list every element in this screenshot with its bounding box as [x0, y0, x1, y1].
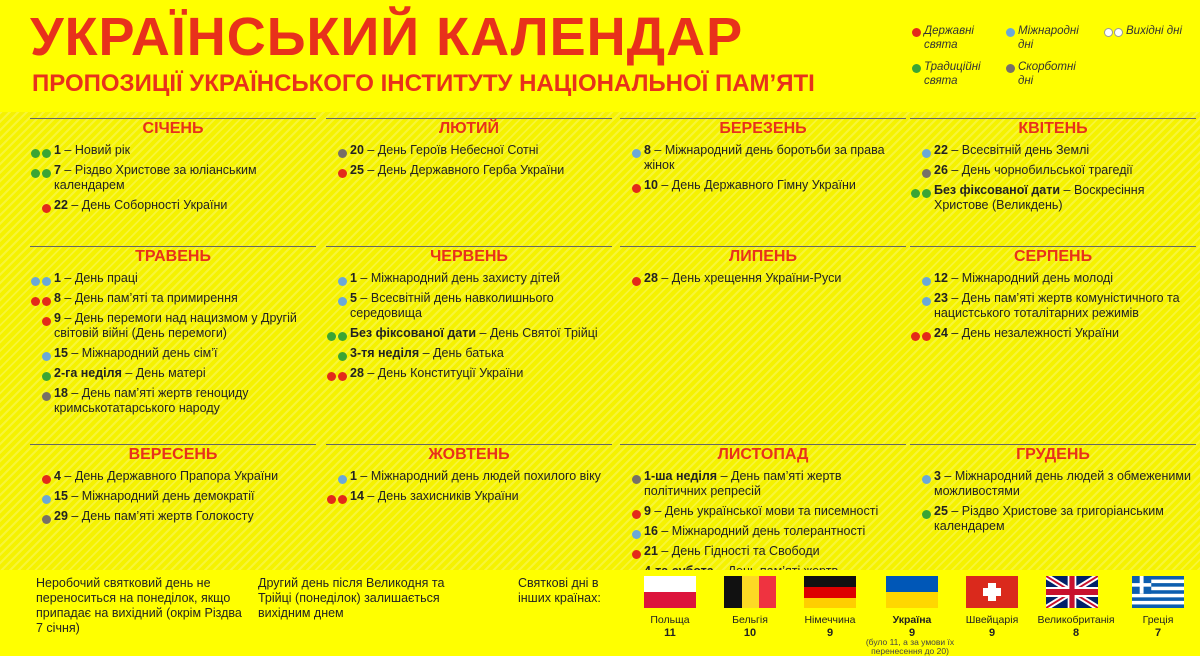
- green-dot-icon: [911, 189, 920, 198]
- legend-dots: [1104, 26, 1124, 40]
- event-date: 16: [644, 524, 658, 538]
- country-3: [790, 614, 870, 640]
- event-item: [30, 163, 316, 193]
- event-date: 24: [934, 326, 948, 340]
- month-title: ВЕРЕСЕНЬ: [30, 444, 316, 464]
- event-text: – Різдво Христове за юліанським календарем: [54, 163, 257, 192]
- event-text: – Міжнародний день толерантності: [657, 524, 866, 538]
- blue-dot-icon: [1006, 28, 1015, 37]
- event-text: – Воскресіння Христове (Великдень): [934, 183, 1145, 212]
- red-dot-icon: [42, 204, 51, 213]
- month-title: СЕРПЕНЬ: [910, 246, 1196, 266]
- germany-flag-icon: [804, 576, 856, 608]
- event-item: [30, 271, 316, 286]
- country-days: 9: [826, 627, 834, 639]
- month-3: [620, 118, 906, 193]
- event-text: – Міжнародний день молоді: [947, 271, 1114, 285]
- event-dots: [30, 512, 52, 527]
- event-item: [30, 366, 316, 381]
- green-dot-icon: [42, 169, 51, 178]
- green-dot-icon: [31, 149, 40, 158]
- greece-flag-icon: [1132, 576, 1184, 608]
- red-dot-icon: [42, 297, 51, 306]
- country-days: 7: [1154, 627, 1162, 639]
- event-dots: [326, 492, 348, 507]
- event-item: [910, 326, 1196, 341]
- legend-item: [1006, 60, 1090, 88]
- event-date: 9: [644, 504, 651, 518]
- red-dot-icon: [912, 28, 921, 37]
- month-7: [620, 246, 906, 286]
- event-date: 26: [934, 163, 948, 177]
- event-item: [910, 143, 1196, 158]
- event-date: 18: [54, 386, 68, 400]
- event-date: Без фіксованої дати: [350, 326, 477, 340]
- event-item: [326, 469, 612, 484]
- event-date: 7: [54, 163, 61, 177]
- white-dot-icon: [1114, 28, 1123, 37]
- event-dots: [910, 274, 932, 289]
- event-date: 3-тя неділя: [350, 346, 420, 360]
- event-dots: [910, 186, 932, 201]
- event-dots: [30, 201, 52, 216]
- red-dot-icon: [922, 332, 931, 341]
- event-item: [326, 291, 612, 321]
- red-dot-icon: [632, 184, 641, 193]
- event-text: – День Святої Трійці: [476, 326, 598, 340]
- event-text: – День пам’яті жертв комуністичного та нацистського тоталітарних режимів: [934, 291, 1180, 320]
- red-dot-icon: [42, 317, 51, 326]
- event-date: 25: [350, 163, 364, 177]
- event-dots: [620, 274, 642, 289]
- month-title: ЛИСТОПАД: [620, 444, 906, 464]
- blue-dot-icon: [922, 297, 931, 306]
- event-dots: [910, 329, 932, 344]
- page-subtitle: ПРОПОЗИЦІЇ УКРАЇНСЬКОГО ІНСТИТУТУ НАЦІОНАЛЬНОЇ ПАМ’ЯТІ: [32, 70, 815, 97]
- event-item: [620, 504, 906, 519]
- event-dots: [30, 274, 52, 289]
- green-dot-icon: [338, 352, 347, 361]
- red-dot-icon: [327, 372, 336, 381]
- legend-label: Традиційні свята: [924, 61, 981, 87]
- legend-item: [1006, 24, 1090, 52]
- event-dots: [30, 166, 52, 181]
- legend-dots: [1006, 26, 1016, 40]
- blue-dot-icon: [632, 149, 641, 158]
- event-item: [910, 183, 1196, 213]
- month-title: ГРУДЕНЬ: [910, 444, 1196, 464]
- event-dots: [30, 472, 52, 487]
- event-text: – День Героїв Небесної Сотні: [363, 143, 539, 157]
- event-date: 1: [54, 271, 61, 285]
- event-text: – День хрещення України-Руси: [657, 271, 842, 285]
- event-text: – Міжнародний день демократії: [67, 489, 255, 503]
- blue-dot-icon: [922, 277, 931, 286]
- green-dot-icon: [338, 332, 347, 341]
- month-12: [910, 444, 1196, 534]
- legend-label: Міжнародні дні: [1018, 25, 1079, 51]
- event-item: [620, 524, 906, 539]
- event-text: – Міжнародний день боротьби за права жінок: [644, 143, 885, 172]
- event-item: [620, 469, 906, 499]
- gray-dot-icon: [42, 515, 51, 524]
- country-days: 10: [743, 627, 757, 639]
- event-date: 5: [350, 291, 357, 305]
- event-text: – Міжнародний день сім’ї: [67, 346, 218, 360]
- legend-dots: [912, 62, 922, 76]
- event-item: [30, 291, 316, 306]
- event-date: 15: [54, 489, 68, 503]
- month-title: КВІТЕНЬ: [910, 118, 1196, 138]
- green-dot-icon: [327, 332, 336, 341]
- event-text: – День Соборності України: [67, 198, 228, 212]
- event-dots: [326, 329, 348, 344]
- event-text: – День пам’яті та примирення: [60, 291, 238, 305]
- belgium-flag-icon: [724, 576, 776, 608]
- event-date: 28: [350, 366, 364, 380]
- blue-dot-icon: [338, 277, 347, 286]
- red-dot-icon: [911, 332, 920, 341]
- gray-dot-icon: [922, 169, 931, 178]
- event-item: [30, 469, 316, 484]
- event-item: [326, 163, 612, 178]
- country-name: Греція: [1142, 614, 1174, 626]
- legend-label: Вихідні дні: [1126, 25, 1183, 37]
- legend-item: [912, 60, 996, 88]
- event-dots: [326, 369, 348, 384]
- event-date: 12: [934, 271, 948, 285]
- event-dots: [326, 146, 348, 161]
- event-dots: [30, 492, 52, 507]
- red-dot-icon: [327, 495, 336, 504]
- red-dot-icon: [632, 550, 641, 559]
- red-dot-icon: [338, 169, 347, 178]
- blue-dot-icon: [922, 475, 931, 484]
- gray-dot-icon: [1006, 64, 1015, 73]
- event-date: 2-га неділя: [54, 366, 122, 380]
- event-text: – День пам’яті жертв геноциду кримськотатарського народу: [54, 386, 249, 415]
- blue-dot-icon: [922, 149, 931, 158]
- event-dots: [30, 146, 52, 161]
- legend-dots: [912, 26, 922, 40]
- event-date: 25: [934, 504, 948, 518]
- event-text: – День Державного Прапора України: [60, 469, 279, 483]
- green-dot-icon: [912, 64, 921, 73]
- event-dots: [620, 507, 642, 522]
- event-date: 14: [350, 489, 364, 503]
- event-date: 1: [350, 271, 357, 285]
- event-date: 22: [934, 143, 948, 157]
- blue-dot-icon: [42, 277, 51, 286]
- event-date: 9: [54, 311, 61, 325]
- event-date: 20: [350, 143, 364, 157]
- poland-flag-icon: [644, 576, 696, 608]
- event-text: – День Гідності та Свободи: [657, 544, 820, 558]
- event-item: [30, 509, 316, 524]
- event-text: – Різдво Христове за григоріанським календарем: [934, 504, 1164, 533]
- note-easter-monday: Другий день після Великодня та Трійці (понеділок) залишається вихідним днем: [258, 576, 445, 620]
- event-text: – Новий рік: [60, 143, 131, 157]
- event-date: 29: [54, 509, 68, 523]
- country-name: Польща: [650, 614, 690, 626]
- event-text: – День пам’яті жертв Голокосту: [67, 509, 254, 523]
- month-title: ТРАВЕНЬ: [30, 246, 316, 266]
- event-date: 4: [54, 469, 61, 483]
- event-text: – День праці: [60, 271, 138, 285]
- red-dot-icon: [42, 475, 51, 484]
- event-dots: [30, 294, 52, 309]
- month-6: [326, 246, 612, 381]
- red-dot-icon: [632, 510, 641, 519]
- blue-dot-icon: [338, 297, 347, 306]
- event-dots: [620, 547, 642, 562]
- red-dot-icon: [31, 297, 40, 306]
- red-dot-icon: [338, 372, 347, 381]
- country-days: 9: [908, 627, 916, 639]
- green-dot-icon: [42, 149, 51, 158]
- event-text: – Міжнародний день людей з обмеженими можливостями: [934, 469, 1191, 498]
- event-item: [910, 504, 1196, 534]
- event-dots: [910, 507, 932, 522]
- event-date: 3: [934, 469, 941, 483]
- country-days: 11: [664, 627, 676, 639]
- event-item: [326, 326, 612, 341]
- note-holiday-transfer: Неробочий святковий день не переноситься на понеділок, якщо припадає на вихідний (окрім Різдва 7 січня): [36, 576, 242, 635]
- country-days: 8: [1072, 627, 1080, 639]
- event-dots: [326, 472, 348, 487]
- month-8: [910, 246, 1196, 341]
- event-item: [620, 271, 906, 286]
- legend-item: [1104, 24, 1200, 38]
- event-dots: [620, 527, 642, 542]
- event-item: [326, 143, 612, 158]
- event-text: – Всесвітній день Землі: [947, 143, 1090, 157]
- event-dots: [326, 166, 348, 181]
- ukraine-note: (було 11, а за умови їх перенесення до 20): [865, 637, 955, 656]
- page-title: УКРАЇНСЬКИЙ КАЛЕНДАР: [30, 7, 744, 67]
- legend-label: Скорботні дні: [1018, 61, 1076, 87]
- country-5: [952, 614, 1032, 640]
- event-date: 15: [54, 346, 68, 360]
- event-date: 8: [54, 291, 61, 305]
- event-item: [30, 386, 316, 416]
- uk-flag-icon: [1046, 576, 1098, 608]
- month-title: ЧЕРВЕНЬ: [326, 246, 612, 266]
- event-text: – День Державного Герба України: [363, 163, 565, 177]
- month-5: [30, 246, 316, 416]
- event-item: [620, 178, 906, 193]
- event-dots: [910, 472, 932, 487]
- event-dots: [326, 274, 348, 289]
- blue-dot-icon: [632, 530, 641, 539]
- white-dot-icon: [1104, 28, 1113, 37]
- event-item: [326, 346, 612, 361]
- gray-dot-icon: [42, 392, 51, 401]
- month-10: [326, 444, 612, 504]
- month-title: ЖОВТЕНЬ: [326, 444, 612, 464]
- event-text: – День захисників України: [363, 489, 519, 503]
- blue-dot-icon: [42, 352, 51, 361]
- event-text: – День перемоги над нацизмом у Другій світовій війні (День перемоги): [54, 311, 297, 340]
- event-date: 21: [644, 544, 658, 558]
- event-date: 1: [54, 143, 61, 157]
- event-item: [910, 291, 1196, 321]
- month-title: СІЧЕНЬ: [30, 118, 316, 138]
- country-6: [1036, 614, 1116, 640]
- event-text: – День матері: [121, 366, 206, 380]
- event-item: [910, 469, 1196, 499]
- green-dot-icon: [31, 169, 40, 178]
- footer: [0, 570, 1200, 654]
- event-dots: [620, 146, 642, 161]
- country-name: Німеччина: [804, 614, 856, 626]
- month-4: [910, 118, 1196, 213]
- event-text: – Всесвітній день навколишнього середовища: [350, 291, 554, 320]
- legend-dots: [1006, 62, 1016, 76]
- country-days: 9: [988, 627, 996, 639]
- event-text: – День пам’яті жертв політичних репресій: [644, 469, 842, 498]
- red-dot-icon: [632, 277, 641, 286]
- event-item: [910, 163, 1196, 178]
- event-item: [30, 143, 316, 158]
- event-date: 8: [644, 143, 651, 157]
- event-item: [910, 271, 1196, 286]
- country-name: Швейцарія: [965, 614, 1019, 626]
- event-text: – День Конституції України: [363, 366, 524, 380]
- month-title: ЛИПЕНЬ: [620, 246, 906, 266]
- event-item: [326, 366, 612, 381]
- event-dots: [326, 349, 348, 364]
- ukraine-flag-icon: [886, 576, 938, 608]
- event-item: [326, 489, 612, 504]
- blue-dot-icon: [338, 475, 347, 484]
- switzerland-flag-icon: [966, 576, 1018, 608]
- event-item: [620, 544, 906, 559]
- event-dots: [910, 166, 932, 181]
- event-dots: [910, 294, 932, 309]
- month-1: [30, 118, 316, 213]
- event-date: 22: [54, 198, 68, 212]
- legend-label: Державні свята: [924, 25, 974, 51]
- country-7: [1118, 614, 1198, 640]
- country-name: Великобританія: [1037, 614, 1115, 626]
- green-dot-icon: [922, 189, 931, 198]
- event-dots: [30, 389, 52, 404]
- event-dots: [910, 146, 932, 161]
- event-item: [30, 489, 316, 504]
- blue-dot-icon: [31, 277, 40, 286]
- green-dot-icon: [42, 372, 51, 381]
- gray-dot-icon: [338, 149, 347, 158]
- event-item: [30, 198, 316, 213]
- note-other-countries: Святкові дні в інших країнах:: [518, 576, 601, 605]
- month-9: [30, 444, 316, 524]
- event-text: – День чорнобильської трагедії: [947, 163, 1133, 177]
- event-dots: [620, 472, 642, 487]
- month-title: БЕРЕЗЕНЬ: [620, 118, 906, 138]
- event-text: – День незалежності України: [947, 326, 1120, 340]
- event-text: – День української мови та писемності: [650, 504, 879, 518]
- month-2: [326, 118, 612, 178]
- event-dots: [30, 314, 52, 329]
- event-item: [326, 271, 612, 286]
- country-2: [710, 614, 790, 640]
- event-dots: [30, 369, 52, 384]
- event-date: 10: [644, 178, 658, 192]
- event-dots: [620, 181, 642, 196]
- event-date: Без фіксованої дати: [934, 183, 1061, 197]
- red-dot-icon: [338, 495, 347, 504]
- event-date: 28: [644, 271, 658, 285]
- event-dots: [326, 294, 348, 309]
- header: [0, 0, 1200, 112]
- event-dots: [30, 349, 52, 364]
- blue-dot-icon: [42, 495, 51, 504]
- event-item: [30, 346, 316, 361]
- gray-dot-icon: [632, 475, 641, 484]
- country-name: Україна: [892, 614, 932, 626]
- event-date: 1-ша неділя: [644, 469, 718, 483]
- event-text: – Міжнародний день захисту дітей: [356, 271, 560, 285]
- green-dot-icon: [922, 510, 931, 519]
- event-date: 1: [350, 469, 357, 483]
- country-1: [630, 614, 710, 640]
- event-text: – День батька: [419, 346, 504, 360]
- country-name: Бельгія: [732, 614, 768, 626]
- legend-item: [912, 24, 996, 52]
- event-text: – Міжнародний день людей похилого віку: [356, 469, 601, 483]
- event-item: [30, 311, 316, 341]
- month-title: ЛЮТИЙ: [326, 118, 612, 138]
- event-item: [620, 143, 906, 173]
- event-date: 23: [934, 291, 948, 305]
- event-text: – День Державного Гімну України: [657, 178, 856, 192]
